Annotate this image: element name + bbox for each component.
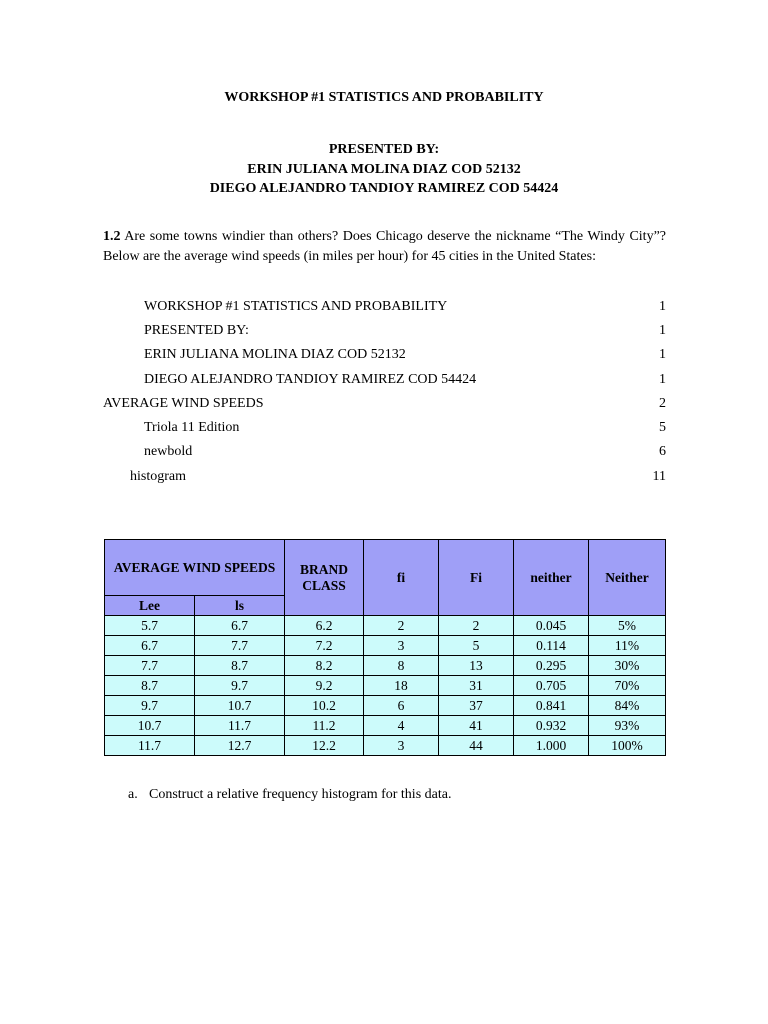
header-fi-upper: Fi	[439, 540, 514, 616]
table-row	[105, 616, 666, 636]
toc-entry-title: newbold	[144, 444, 193, 459]
document-title: WORKSHOP #1 STATISTICS AND PROBABILITY	[224, 90, 544, 105]
toc-entry-page: 2	[659, 396, 666, 411]
question-a-label: a.	[128, 787, 138, 802]
toc-entry-page: 11	[652, 469, 666, 484]
toc-entry[interactable]	[144, 418, 666, 438]
table-cell: 18	[364, 676, 439, 696]
header-average-wind-speeds: AVERAGE WIND SPEEDS	[105, 540, 285, 596]
table-cell: 7.7	[105, 656, 195, 676]
toc-entry-page: 1	[659, 323, 666, 338]
table-row	[105, 676, 666, 696]
toc-entry-title: histogram	[130, 469, 186, 484]
presented-by: PRESENTED BY:	[328, 142, 440, 157]
table-cell: 0.841	[514, 696, 589, 716]
table-cell: 13	[439, 656, 514, 676]
table-cell: 0.045	[514, 616, 589, 636]
toc-entry-title: DIEGO ALEJANDRO TANDIOY RAMIREZ COD 54424	[144, 372, 477, 387]
header-neither-upper: Neither	[589, 540, 666, 616]
question-a	[128, 787, 451, 803]
toc-entry[interactable]	[144, 345, 666, 365]
table-cell: 1.000	[514, 736, 589, 756]
table-cell: 2	[439, 616, 514, 636]
toc-entry-page: 1	[659, 299, 666, 314]
header-lee: Lee	[105, 596, 195, 616]
frequency-table	[104, 539, 666, 756]
table-cell: 6	[364, 696, 439, 716]
table-cell: 5	[439, 636, 514, 656]
table-cell: 11.7	[195, 716, 285, 736]
table-cell: 8.7	[105, 676, 195, 696]
table-cell: 10.7	[105, 716, 195, 736]
toc-entry[interactable]	[144, 370, 666, 390]
table-cell: 44	[439, 736, 514, 756]
toc-entry[interactable]	[144, 297, 666, 317]
header-fi-lower: fi	[364, 540, 439, 616]
table-cell: 12.7	[195, 736, 285, 756]
table-cell: 3	[364, 736, 439, 756]
table-cell: 2	[364, 616, 439, 636]
table-cell: 10.7	[195, 696, 285, 716]
table-cell: 9.7	[195, 676, 285, 696]
table-cell: 9.7	[105, 696, 195, 716]
intro-paragraph	[103, 227, 666, 266]
author-1: ERIN JULIANA MOLINA DIAZ COD 52132	[247, 162, 521, 177]
table-cell: 10.2	[285, 696, 364, 716]
table-cell: 93%	[589, 716, 666, 736]
table-cell: 12.2	[285, 736, 364, 756]
toc-entry-page: 6	[659, 444, 666, 459]
table-cell: 30%	[589, 656, 666, 676]
table-cell: 11.7	[105, 736, 195, 756]
toc-entry-page: 5	[659, 420, 666, 435]
table-cell: 31	[439, 676, 514, 696]
table-cell: 84%	[589, 696, 666, 716]
table-cell: 7.2	[285, 636, 364, 656]
toc-entry-title: PRESENTED BY:	[144, 323, 249, 338]
header-neither-lower: neither	[514, 540, 589, 616]
toc-entry[interactable]	[103, 394, 666, 414]
table-cell: 0.705	[514, 676, 589, 696]
table-cell: 100%	[589, 736, 666, 756]
table-cell: 6.2	[285, 616, 364, 636]
table-cell: 41	[439, 716, 514, 736]
table-cell: 9.2	[285, 676, 364, 696]
author-2: DIEGO ALEJANDRO TANDIOY RAMIREZ COD 54424	[209, 181, 559, 196]
problem-text: Are some towns windier than others? Does Chicago deserve the nickname “The Windy City”? Below are the average wind speeds (in miles per hour) for 45 cities in the United States:	[103, 229, 666, 264]
table-cell: 37	[439, 696, 514, 716]
toc-entry-title: AVERAGE WIND SPEEDS	[103, 396, 264, 411]
table-cell: 70%	[589, 676, 666, 696]
toc-entry[interactable]	[144, 321, 666, 341]
toc-entry-title: Triola 11 Edition	[144, 420, 240, 435]
table-cell: 11.2	[285, 716, 364, 736]
table-cell: 11%	[589, 636, 666, 656]
table-cell: 0.932	[514, 716, 589, 736]
toc-entry-page: 1	[659, 372, 666, 387]
header-brand-class: BRAND CLASS	[285, 540, 364, 616]
table-cell: 8.2	[285, 656, 364, 676]
table-cell: 5%	[589, 616, 666, 636]
toc-entry[interactable]	[130, 467, 666, 487]
table-cell: 0.295	[514, 656, 589, 676]
table-cell: 6.7	[105, 636, 195, 656]
problem-number: 1.2	[103, 229, 121, 244]
table-cell: 4	[364, 716, 439, 736]
table-cell: 3	[364, 636, 439, 656]
table-cell: 6.7	[195, 616, 285, 636]
table-row	[105, 656, 666, 676]
toc-entry-page: 1	[659, 347, 666, 362]
toc-entry-title: ERIN JULIANA MOLINA DIAZ COD 52132	[144, 347, 406, 362]
toc-entry[interactable]	[144, 442, 666, 462]
header-ls: ls	[195, 596, 285, 616]
table-cell: 0.114	[514, 636, 589, 656]
table-row	[105, 736, 666, 756]
table-cell: 7.7	[195, 636, 285, 656]
table-row	[105, 696, 666, 716]
table-cell: 5.7	[105, 616, 195, 636]
toc-entry-title: WORKSHOP #1 STATISTICS AND PROBABILITY	[144, 299, 448, 314]
table-cell: 8	[364, 656, 439, 676]
question-a-text: Construct a relative frequency histogram for this data.	[149, 787, 452, 802]
table-cell: 8.7	[195, 656, 285, 676]
table-row	[105, 716, 666, 736]
table-row	[105, 636, 666, 656]
